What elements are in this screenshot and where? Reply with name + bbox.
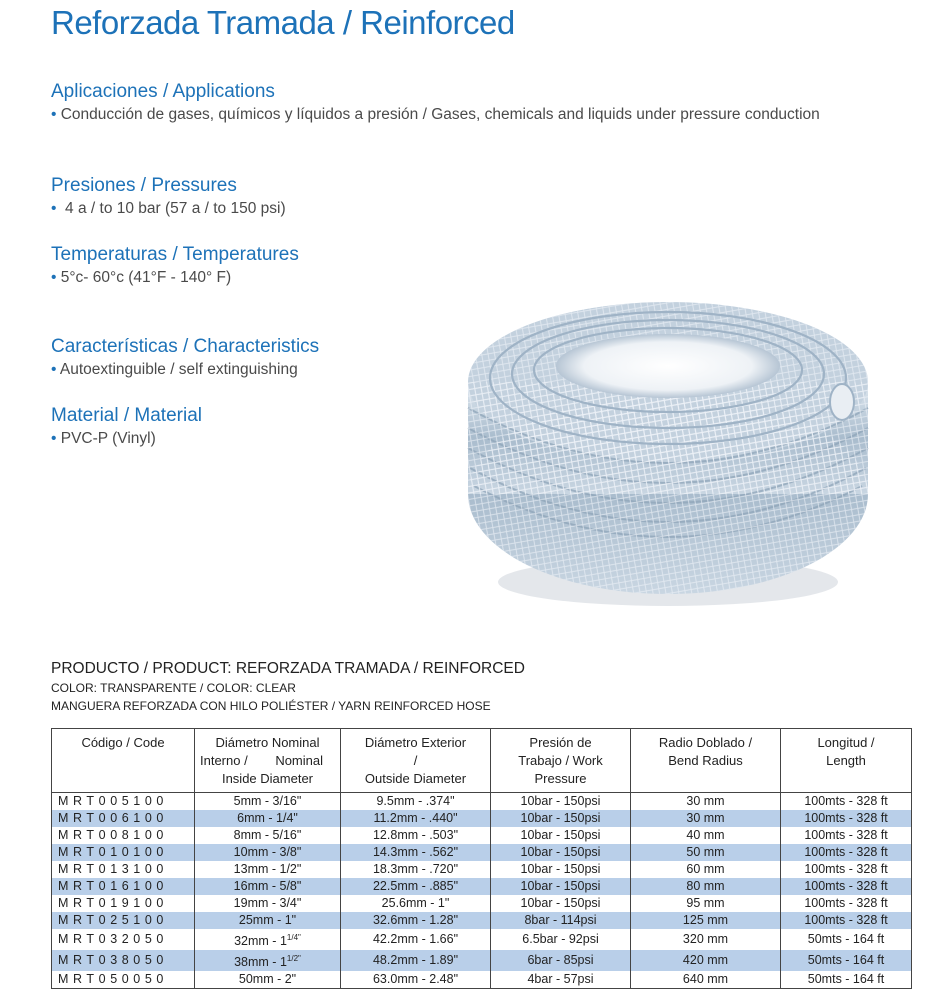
cell-length: 50mts - 164 ft (781, 971, 912, 989)
cell-inside-diameter: 50mm - 2" (195, 971, 341, 989)
cell-inside-diameter: $32mm - 1^{1/4"}$ (195, 929, 341, 950)
cell-pressure: 4bar - 57psi (491, 971, 631, 989)
table-row (52, 844, 912, 861)
cell-inside-diameter: 19mm - 3/4" (195, 895, 341, 912)
cell-inside-diameter: 8mm - 5/16" (195, 827, 341, 844)
cell-inside-diameter: 5mm - 3/16" (195, 793, 341, 811)
characteristics-heading: Características / Characteristics (51, 336, 320, 357)
color-line: COLOR: TRANSPARENTE / COLOR: CLEAR (51, 681, 296, 695)
table-row (52, 827, 912, 844)
material-heading: Material / Material (51, 405, 202, 426)
cell-length: 50mts - 164 ft (781, 929, 912, 950)
table-row (52, 861, 912, 878)
table-row (52, 950, 912, 971)
cell-inside-diameter: 16mm - 5/8" (195, 878, 341, 895)
header-bend-radius: Radio Doblado / Bend Radius (631, 729, 781, 793)
cell-length: 100mts - 328 ft (781, 895, 912, 912)
cell-outside-diameter: 63.0mm - 2.48" (341, 971, 491, 989)
cell-inside-diameter: 10mm - 3/8" (195, 844, 341, 861)
cell-bend-radius: 420 mm (631, 950, 781, 971)
applications-heading: Aplicaciones / Applications (51, 81, 275, 102)
table-row (52, 971, 912, 989)
pressures-heading: Presiones / Pressures (51, 175, 237, 196)
product-info (51, 659, 891, 715)
cell-outside-diameter: 25.6mm - 1" (341, 895, 491, 912)
cell-bend-radius: 320 mm (631, 929, 781, 950)
cell-pressure: 6bar - 85psi (491, 950, 631, 971)
cell-bend-radius: 125 mm (631, 912, 781, 929)
table-row (52, 810, 912, 827)
header-length: Longitud / Length (781, 729, 912, 793)
header-pressure: Presión de Trabajo / Work Pressure (491, 729, 631, 793)
cell-code: MRT010100 (52, 844, 195, 861)
cell-code: MRT025100 (52, 912, 195, 929)
cell-inside-diameter: 6mm - 1/4" (195, 810, 341, 827)
cell-length: 100mts - 328 ft (781, 844, 912, 861)
hose-coil-image (456, 282, 876, 612)
table-row (52, 929, 912, 950)
cell-length: 100mts - 328 ft (781, 827, 912, 844)
table-header-row (52, 729, 912, 793)
cell-length: 100mts - 328 ft (781, 878, 912, 895)
cell-pressure: 10bar - 150psi (491, 827, 631, 844)
cell-pressure: 10bar - 150psi (491, 878, 631, 895)
pressures-section (51, 174, 831, 220)
header-outside-diameter: Diámetro Exterior / Outside Diameter (341, 729, 491, 793)
cell-bend-radius: 640 mm (631, 971, 781, 989)
temperatures-text: • 5°c- 60°c (41°F - 140° F) (51, 269, 232, 286)
header-code: Código / Code (52, 729, 195, 793)
cell-inside-diameter: 25mm - 1" (195, 912, 341, 929)
cell-bend-radius: 40 mm (631, 827, 781, 844)
cell-outside-diameter: 18.3mm - .720" (341, 861, 491, 878)
cell-length: 100mts - 328 ft (781, 793, 912, 811)
cell-outside-diameter: 32.6mm - 1.28" (341, 912, 491, 929)
cell-pressure: 10bar - 150psi (491, 895, 631, 912)
cell-outside-diameter: 48.2mm - 1.89" (341, 950, 491, 971)
cell-bend-radius: 60 mm (631, 861, 781, 878)
cell-outside-diameter: 11.2mm - .440" (341, 810, 491, 827)
header-inside-diameter: Diámetro Nominal Interno / Nominal Inside Diameter (195, 729, 341, 793)
cell-length: 100mts - 328 ft (781, 861, 912, 878)
cell-code: MRT008100 (52, 827, 195, 844)
cell-bend-radius: 80 mm (631, 878, 781, 895)
cell-code: MRT005100 (52, 793, 195, 811)
cell-length: 50mts - 164 ft (781, 950, 912, 971)
cell-inside-diameter: 13mm - 1/2" (195, 861, 341, 878)
cell-code: MRT006100 (52, 810, 195, 827)
product-line: PRODUCTO / PRODUCT: REFORZADA TRAMADA / REINFORCED (51, 660, 525, 677)
cell-pressure: 10bar - 150psi (491, 861, 631, 878)
cell-bend-radius: 95 mm (631, 895, 781, 912)
cell-outside-diameter: 12.8mm - .503" (341, 827, 491, 844)
cell-bend-radius: 30 mm (631, 793, 781, 811)
temperatures-heading: Temperaturas / Temperatures (51, 244, 299, 265)
cell-code: MRT038050 (52, 950, 195, 971)
applications-text: • Conducción de gases, químicos y líquidos a presión / Gases, chemicals and liquids under pressure conduction (51, 106, 820, 123)
cell-pressure: 10bar - 150psi (491, 810, 631, 827)
table-row (52, 912, 912, 929)
cell-pressure: 8bar - 114psi (491, 912, 631, 929)
cell-outside-diameter: 22.5mm - .885" (341, 878, 491, 895)
cell-code: MRT016100 (52, 878, 195, 895)
cell-inside-diameter: $38mm - 1^{1/2"}$ (195, 950, 341, 971)
pressures-text: • 4 a / to 10 bar (57 a / to 150 psi) (51, 200, 286, 217)
cell-length: 100mts - 328 ft (781, 810, 912, 827)
characteristics-text: • Autoextinguible / self extinguishing (51, 361, 298, 378)
cell-outside-diameter: 42.2mm - 1.66" (341, 929, 491, 950)
cell-outside-diameter: 14.3mm - .562" (341, 844, 491, 861)
cell-code: MRT019100 (52, 895, 195, 912)
table-row (52, 895, 912, 912)
table-row (52, 878, 912, 895)
cell-length: 100mts - 328 ft (781, 912, 912, 929)
cell-code: MRT050050 (52, 971, 195, 989)
cell-pressure: 10bar - 150psi (491, 844, 631, 861)
cell-bend-radius: 30 mm (631, 810, 781, 827)
table-row (52, 793, 912, 811)
page-title: Reforzada Tramada / Reinforced (51, 4, 515, 41)
product-table (51, 728, 912, 989)
applications-section (51, 80, 831, 126)
cell-pressure: 10bar - 150psi (491, 793, 631, 811)
cell-pressure: 6.5bar - 92psi (491, 929, 631, 950)
cell-code: MRT032050 (52, 929, 195, 950)
cell-code: MRT013100 (52, 861, 195, 878)
cell-outside-diameter: 9.5mm - .374" (341, 793, 491, 811)
material-text: • PVC-P (Vinyl) (51, 430, 156, 447)
cell-bend-radius: 50 mm (631, 844, 781, 861)
hose-type-line: MANGUERA REFORZADA CON HILO POLIÉSTER / YARN REINFORCED HOSE (51, 699, 491, 713)
